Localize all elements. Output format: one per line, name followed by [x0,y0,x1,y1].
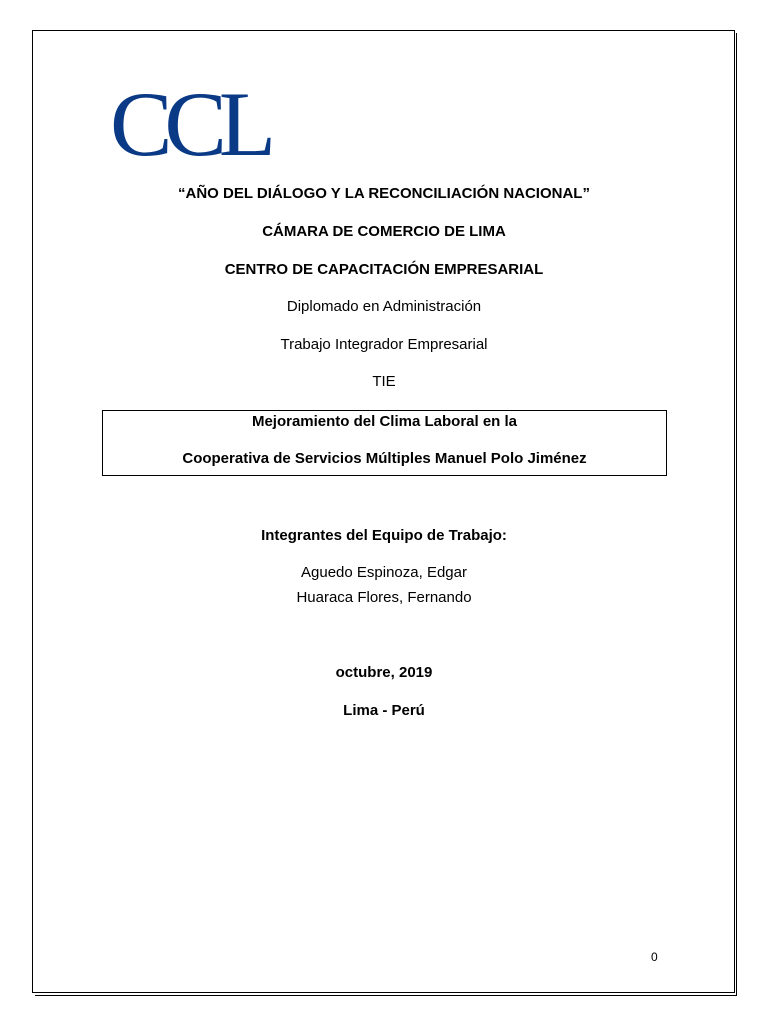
work-acronym: TIE [372,373,396,390]
title-box [102,410,667,476]
ccl-logo: CCL [110,73,269,175]
center-name: CENTRO DE CAPACITACIÓN EMPRESARIAL [224,261,544,278]
team-member-1: Aguedo Espinoza, Edgar [301,564,467,581]
program-name: Diplomado en Administración [286,298,482,315]
team-heading: Integrantes del Equipo de Trabajo: [261,527,507,544]
title-line-1: Mejoramiento del Clima Laboral en la [251,413,518,430]
document-date: octubre, 2019 [335,664,433,681]
title-line-2: Cooperativa de Servicios Múltiples Manuel Polo Jiménez [182,450,587,467]
work-type: Trabajo Integrador Empresarial [280,336,488,353]
page-number: 0 [651,950,658,964]
institution-name: CÁMARA DE COMERCIO DE LIMA [262,223,506,240]
team-member-2: Huaraca Flores, Fernando [296,589,472,606]
year-motto: “AÑO DEL DIÁLOGO Y LA RECONCILIACIÓN NACIONAL” [178,185,590,202]
page-border-shadow [35,33,737,996]
document-place: Lima - Perú [343,702,425,719]
